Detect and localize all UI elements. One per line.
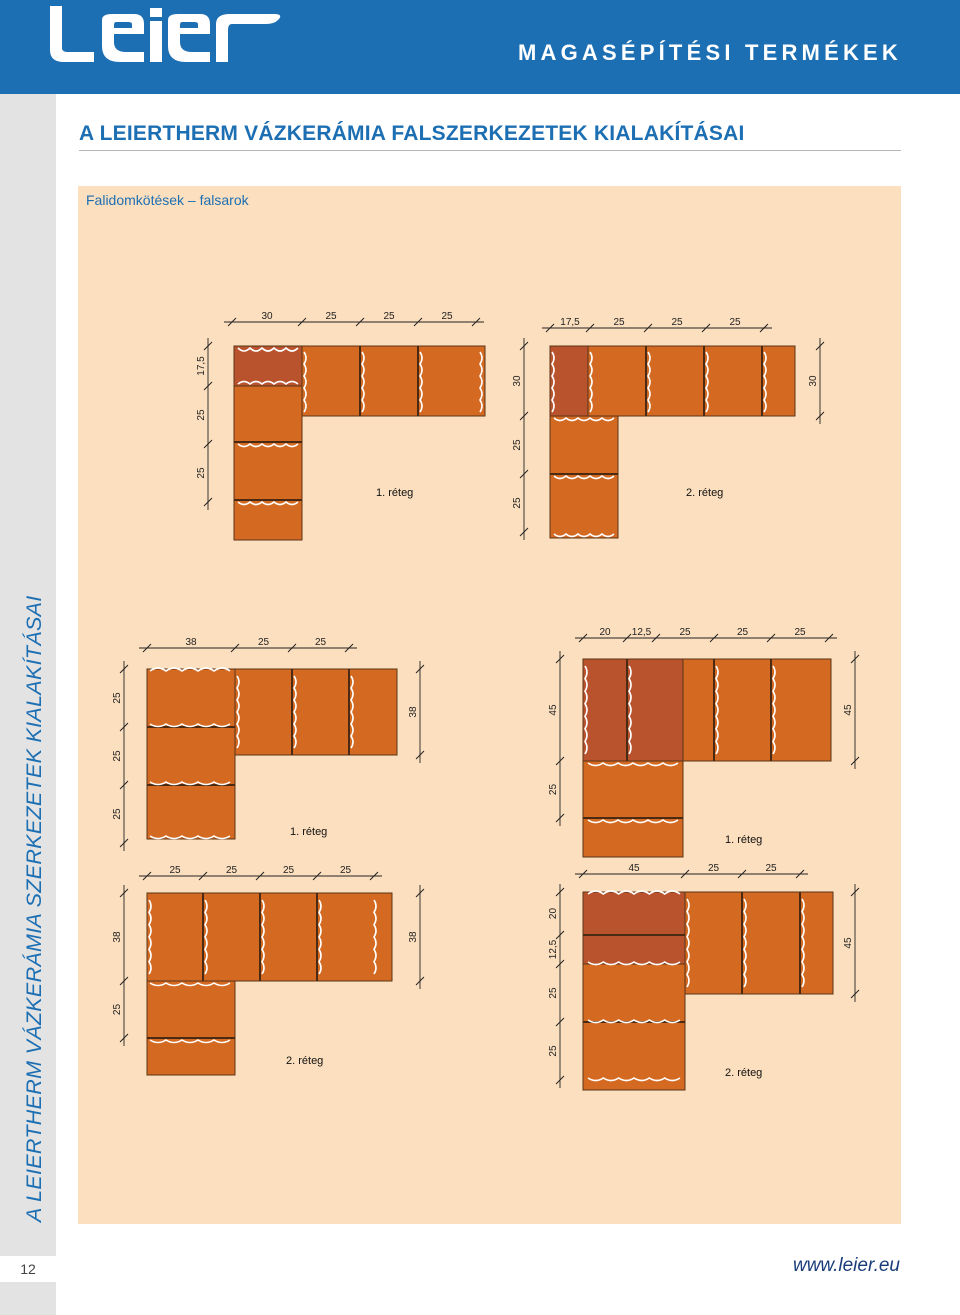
dimension-label: 38	[408, 931, 419, 943]
dimension-label: 38	[112, 931, 123, 943]
dimension-label: 20	[599, 627, 611, 638]
layer-label: 2. réteg	[725, 1067, 763, 1079]
brick-block	[583, 761, 683, 857]
dimension-label: 25	[196, 467, 207, 479]
dimension-label: 38	[185, 637, 197, 648]
dimension-label: 20	[548, 907, 559, 920]
brick-block	[583, 892, 685, 964]
dimension-label: 25	[169, 865, 181, 876]
page-number: 12	[0, 1256, 56, 1282]
dimension-label: 25	[548, 1045, 559, 1057]
dimension-label: 25	[339, 865, 352, 876]
dimension-label: 25	[383, 311, 395, 322]
dimension-label: 25	[325, 311, 337, 322]
dimension-label: 25	[225, 865, 238, 876]
dimension-label: 45	[628, 863, 640, 874]
brick-block	[550, 416, 618, 538]
dimension-label: 25	[736, 627, 749, 638]
brick-block	[683, 659, 831, 761]
page-title: A LEIERTHERM VÁZKERÁMIA FALSZERKEZETEK KIALAKÍTÁSAI	[79, 122, 745, 145]
dimension-label: 17,5	[196, 356, 207, 376]
dimension-label: 25	[729, 317, 741, 328]
dimension-label: 30	[512, 375, 523, 387]
brick-block	[235, 669, 397, 755]
dimension-label: 25	[112, 692, 123, 704]
vertical-section-title: A LEIERTHERM VÁZKERÁMIA SZERKEZETEK KIALAKÍTÁSAI	[22, 595, 46, 1222]
layer-label: 1. réteg	[376, 487, 414, 499]
dimension-label: 25	[112, 1003, 123, 1016]
dimension-label: 45	[548, 704, 559, 716]
dimension-label: 25	[512, 497, 523, 509]
brick-block	[583, 964, 685, 1090]
dimension-label: 25	[707, 863, 720, 874]
brick-block	[147, 669, 235, 839]
layer-label: 1. réteg	[725, 834, 763, 846]
brick-block	[234, 346, 302, 386]
dimension-label: 25	[613, 317, 625, 328]
dimension-label: 25	[679, 627, 691, 638]
dimension-label: 38	[408, 706, 419, 718]
dimension-label: 25	[257, 637, 270, 648]
dimension-label: 45	[843, 704, 854, 716]
brick-block	[147, 893, 392, 981]
layer-label: 2. réteg	[686, 487, 724, 499]
header-title: MAGASÉPÍTÉSI TERMÉKEK	[517, 40, 902, 65]
dimension-label: 25	[794, 627, 806, 638]
dimension-label: 25	[282, 865, 295, 876]
brick-block	[685, 892, 833, 994]
brick-block	[550, 346, 588, 416]
dimension-label: 12,5	[548, 939, 559, 960]
brick-block	[588, 346, 795, 416]
layer-label: 2. réteg	[286, 1055, 324, 1067]
dimension-label: 25	[112, 808, 123, 820]
dimension-label: 25	[671, 317, 683, 328]
dimension-label: 45	[843, 937, 854, 949]
dimension-label: 25	[548, 987, 559, 999]
dimension-label: 25	[765, 863, 777, 874]
dimension-label: 17,5	[560, 317, 580, 328]
website-link[interactable]: www.leier.eu	[792, 1255, 900, 1276]
dimension-label: 25	[314, 637, 327, 648]
dimension-label: 25	[548, 783, 559, 796]
brick-block	[147, 981, 235, 1075]
brick-block	[583, 659, 683, 761]
dimension-label: 25	[112, 750, 123, 762]
dimension-label: 30	[808, 375, 819, 387]
dimension-label: 25	[512, 439, 523, 451]
dimension-label: 25	[196, 409, 207, 421]
section-subtitle: Falidomkötések – falsarok	[86, 192, 249, 208]
dimension-label: 12,5	[631, 627, 652, 638]
dimension-label: 25	[441, 311, 453, 322]
layer-label: 1. réteg	[290, 826, 328, 838]
dimension-label: 30	[261, 311, 273, 322]
brick-block	[302, 346, 485, 416]
brick-block	[234, 386, 302, 540]
